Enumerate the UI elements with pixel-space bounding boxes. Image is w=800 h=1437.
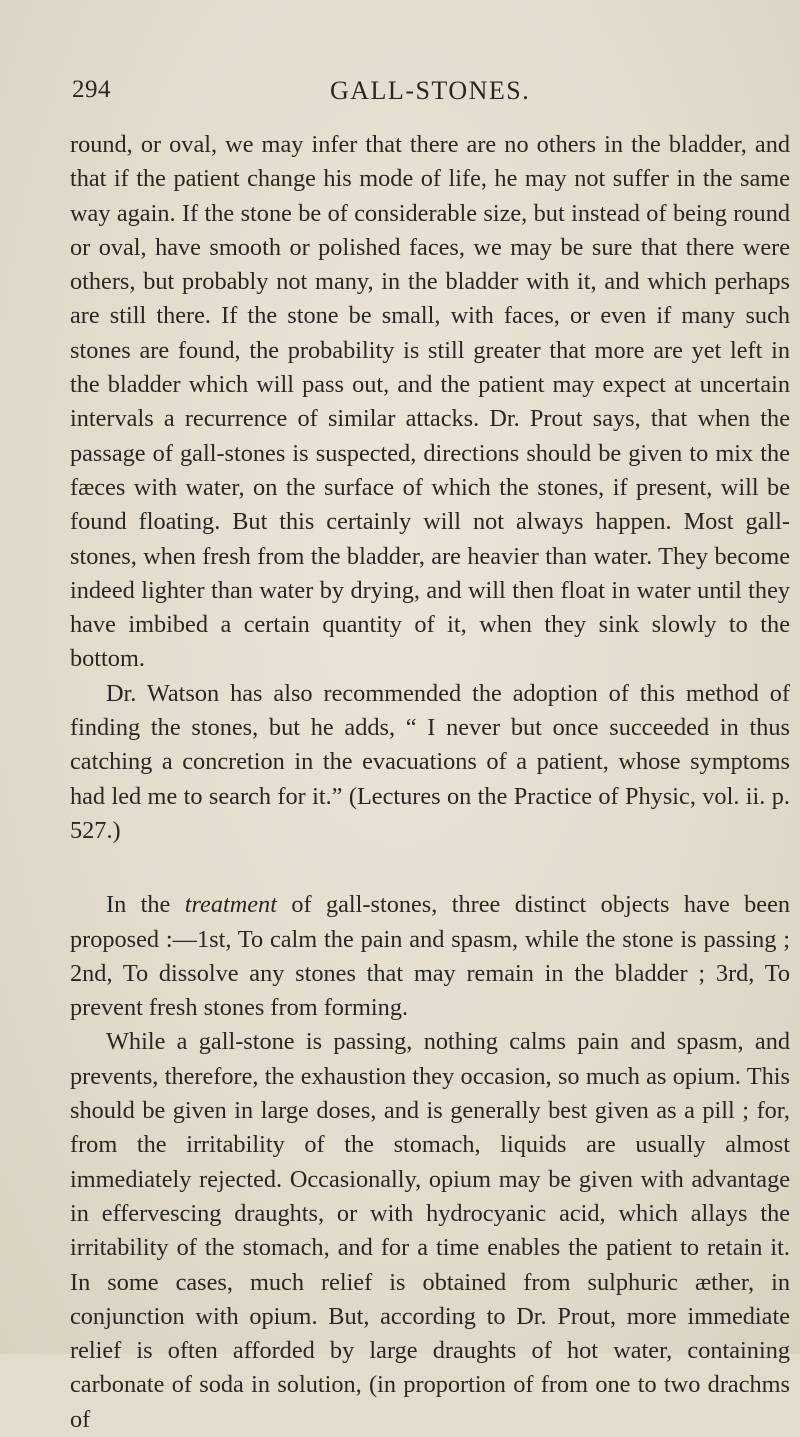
paragraph-1: round, or oval, we may infer that there are no others in the bladder, and that if the patient change his mode of life, he may not suffer in the same way again. If the stone be of considerable size, but instead of being round or oval, have smooth or polished faces, we may be sure that there were others, but probably not many, in the bladder with it, and which perhaps are still there. If the stone be small, with faces, or even if many such stones are found, the probability is still greater that more are yet left in the bladder which will pass out, and the patient may expect at uncertain intervals a recurrence of similar attacks. Dr. Prout says, that when the passage of gall-stones is suspected, directions should be given to mix the fæces with water, on the surface of which the stones, if present, will be found floating. But this certainly will not always happen. Most gall-stones, when fresh from the bladder, are heavier than water. They become indeed lighter than water by drying, and will then float in water until they have imbibed a certain quantity of it, when they sink slowly to the bottom. [70,131,790,673]
running-title: GALL-STONES. [330,76,531,105]
treatment-emphasis: treatment [184,891,277,919]
running-head [70,76,768,108]
body-text [70,128,790,1437]
paragraph-3 [70,888,790,1025]
page-number: 294 [72,76,111,103]
paragraph-4: While a gall-stone is passing, nothing calms pain and spasm, and prevents, therefore, the exhaustion they occasion, so much as opium. This should be given in large doses, and is generally best given as a pill ; for, from the irritability of the stomach, liquids are usually almost immediately rejected. Occasionally, opium may be given with advantage in effervescing draughts, or with hydrocyanic acid, which allays the irritability of the stomach, and for a time enables the patient to retain it. In some cases, much relief is obtained from sulphuric æther, in conjunction with opium. But, according to Dr. Prout, more immediate relief is often afforded by large draughts of hot water, containing carbonate of soda in solution, (in proportion of from one to two drachms of [70,1028,790,1433]
paragraph-3-start: In the [106,891,185,919]
paragraph-2: Dr. Watson has also recommended the adoption of this method of finding the stones, but he adds, “ I never but once succeeded in thus catching a concretion in the evacuations of a patient, whose symptoms had led me to search for it.” (Lectures on the Practice of Physic, vol. ii. p. 527.) [70,679,790,844]
paragraph-3-rest: of gall-stones, three distinct objects have been proposed :—1st, To calm the pain and spasm, while the stone is passing ; 2nd, To dissolve any stones that may remain in the bladder ; 3rd, To prevent fresh stones from forming. [70,891,790,1022]
